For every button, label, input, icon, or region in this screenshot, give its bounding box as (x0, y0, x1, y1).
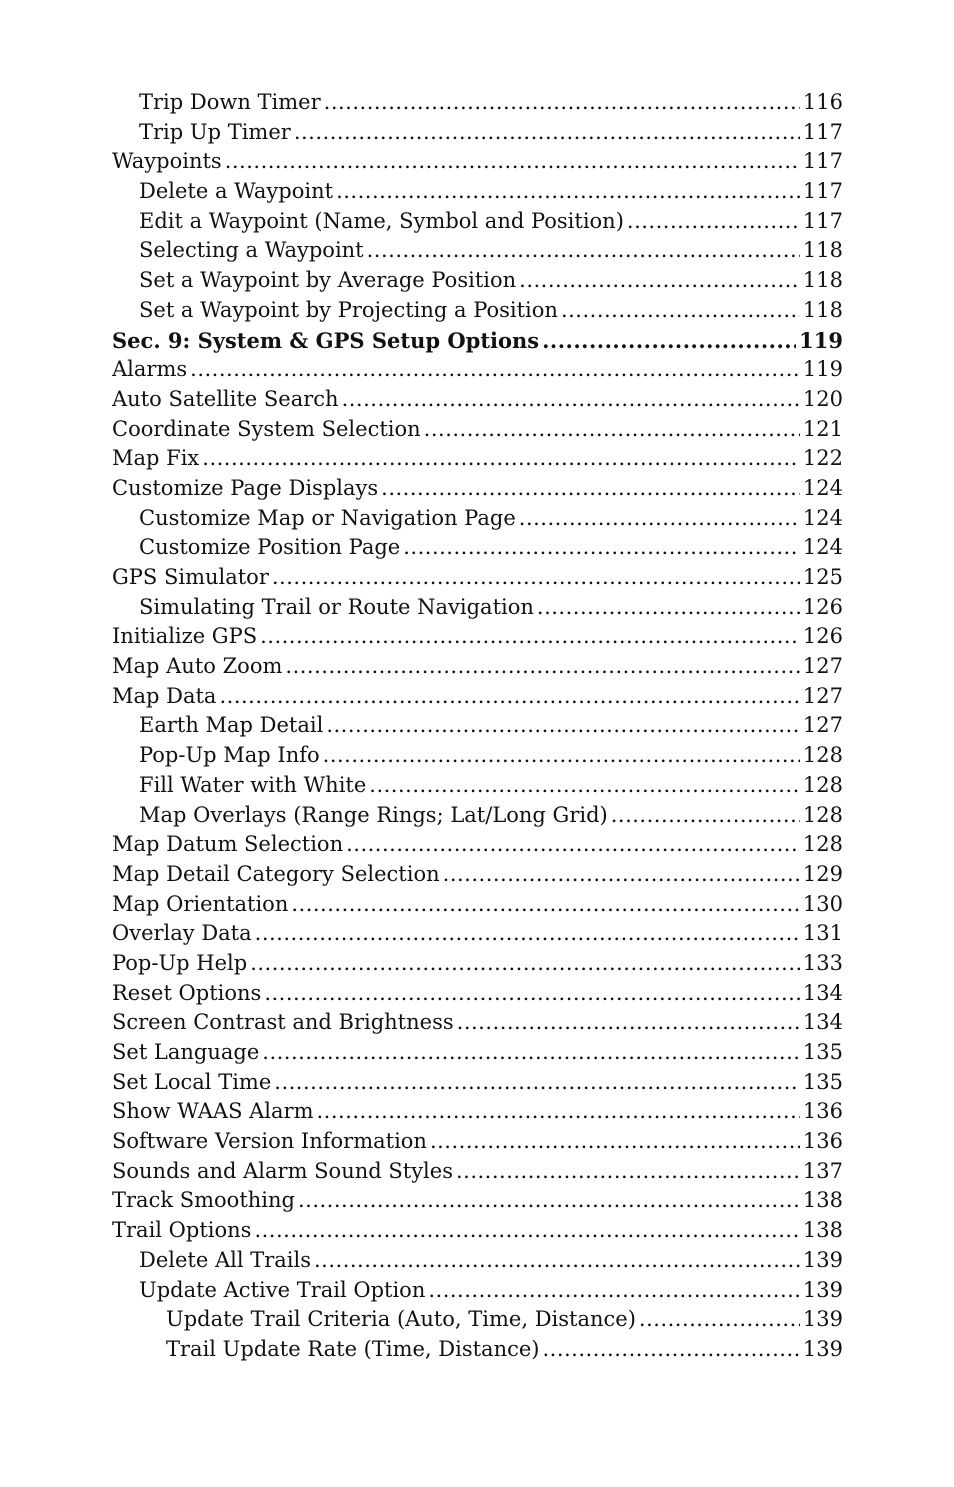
dot-leader (627, 207, 800, 237)
toc-page-number: 117 (802, 179, 843, 204)
dot-leader (428, 1276, 800, 1306)
toc-entry-title: Sounds and Alarm Sound Styles (112, 1158, 453, 1183)
toc-entry[interactable] (112, 1305, 843, 1335)
toc-entry[interactable] (112, 682, 843, 712)
toc-entry-title: Update Active Trail Option (139, 1277, 426, 1302)
toc-entry[interactable] (112, 1216, 843, 1246)
toc-entry-title: Delete All Trails (139, 1247, 311, 1272)
dot-leader (457, 1008, 800, 1038)
dot-leader (255, 919, 800, 949)
toc-entry[interactable] (112, 1186, 843, 1216)
toc-page-number: 135 (802, 1040, 843, 1064)
toc-page-number: 135 (802, 1069, 843, 1094)
toc-page-number: 125 (802, 565, 843, 589)
toc-entry[interactable] (112, 1335, 843, 1365)
toc-entry-title: Update Trail Criteria (Auto, Time, Distance) (166, 1307, 636, 1332)
toc-entry-title: GPS Simulator (112, 565, 269, 589)
toc-entry[interactable] (112, 118, 843, 148)
toc-page-number: 136 (802, 1129, 843, 1154)
dot-leader (403, 533, 800, 563)
dot-leader (561, 296, 800, 326)
dot-leader (294, 118, 800, 148)
dot-leader (264, 979, 800, 1009)
dot-leader (342, 385, 800, 415)
toc-entry-title: Set a Waypoint by Projecting a Position (139, 297, 558, 322)
toc-entry[interactable] (112, 415, 843, 445)
toc-page-number: 139 (802, 1247, 843, 1272)
toc-entry-title: Edit a Waypoint (Name, Symbol and Position) (139, 208, 624, 233)
toc-entry[interactable] (112, 296, 843, 326)
dot-leader (285, 652, 800, 682)
toc-page-number: 124 (802, 535, 843, 560)
toc-page-number: 122 (802, 446, 843, 471)
dot-leader (326, 711, 800, 741)
toc-page-number: 134 (802, 980, 843, 1005)
toc-page-number: 117 (802, 208, 843, 233)
toc-entry-title: Customize Page Displays (112, 475, 379, 500)
toc-entry-title: Map Orientation (112, 891, 289, 916)
toc-entry-title: Map Datum Selection (112, 832, 344, 857)
toc-page-number: 119 (802, 357, 843, 382)
toc-page-number: 130 (802, 891, 843, 916)
dot-leader (298, 1186, 800, 1216)
toc-entry-title: Map Detail Category Selection (112, 861, 440, 886)
dot-leader (369, 771, 800, 801)
toc-entry-title: Map Fix (112, 446, 200, 471)
toc-page-number: 128 (802, 772, 843, 797)
toc-entry[interactable] (112, 504, 843, 534)
toc-entry-title: Alarms (112, 357, 188, 382)
toc-entry-title: Map Auto Zoom (112, 654, 283, 679)
toc-entry[interactable] (112, 563, 843, 593)
dot-leader (254, 1216, 799, 1246)
dot-leader (272, 563, 800, 593)
toc-entry[interactable] (112, 771, 843, 801)
toc-page-number: 126 (802, 594, 843, 619)
toc-entry[interactable] (112, 1157, 843, 1187)
toc-entry[interactable] (112, 919, 843, 949)
toc-entry[interactable] (112, 533, 843, 563)
toc-page-number: 121 (802, 416, 843, 441)
dot-leader (519, 504, 800, 534)
toc-page-number: 118 (802, 297, 843, 322)
dot-leader (225, 147, 800, 177)
toc-entry-title: Customize Map or Navigation Page (139, 505, 516, 530)
toc-entry[interactable] (112, 890, 843, 920)
toc-entry-title: Selecting a Waypoint (139, 238, 364, 263)
dot-leader (381, 474, 800, 504)
toc-entry-title: Map Data (112, 683, 217, 708)
toc-entry-title: Trail Update Rate (Time, Distance) (166, 1336, 540, 1361)
toc-entry[interactable] (112, 830, 843, 860)
toc-page-number: 116 (802, 90, 843, 114)
toc-entry[interactable] (112, 801, 843, 831)
toc-page-number: 137 (802, 1158, 843, 1183)
toc-entry-title: Map Overlays (Range Rings; Lat/Long Grid) (139, 802, 608, 827)
toc-page-number: 127 (802, 683, 843, 708)
toc-entry[interactable] (112, 593, 843, 623)
toc-entry-title: Coordinate System Selection (112, 416, 421, 441)
toc-entry[interactable] (112, 979, 843, 1009)
toc-entry[interactable] (112, 474, 843, 504)
toc-entry-title: Customize Position Page (139, 535, 401, 560)
toc-entry-title: Trail Options (112, 1218, 252, 1243)
toc-page-number: 129 (802, 861, 843, 886)
toc-entry[interactable] (112, 1068, 843, 1098)
dot-leader (537, 593, 800, 623)
toc-page-number: 138 (802, 1218, 843, 1243)
dot-leader (323, 741, 800, 771)
toc-entry-title: Show WAAS Alarm (112, 1099, 314, 1124)
toc-page-number: 134 (802, 1010, 843, 1035)
toc-entry-title: Initialize GPS (112, 624, 258, 649)
toc-entry[interactable] (112, 1097, 843, 1127)
toc-entry-title: Earth Map Detail (139, 713, 324, 738)
dot-leader (250, 949, 800, 979)
toc-entry-title: Set Language (112, 1040, 260, 1064)
dot-leader (443, 860, 800, 890)
toc-entry-title: Fill Water with White (139, 772, 367, 797)
dot-leader (262, 1038, 800, 1068)
dot-leader (430, 1127, 800, 1157)
dot-leader (219, 682, 799, 712)
toc-page-number: 136 (802, 1099, 843, 1124)
toc-page-number: 120 (802, 386, 843, 411)
toc-entry[interactable] (112, 266, 843, 296)
toc-page-number: 126 (802, 624, 843, 649)
toc-entry[interactable] (112, 1008, 843, 1038)
dot-leader (324, 88, 800, 118)
toc-entry[interactable] (112, 711, 843, 741)
toc-page-number: 124 (802, 505, 843, 530)
toc-page-number: 127 (802, 713, 843, 738)
dot-leader (542, 1335, 799, 1365)
toc-page-number: 128 (802, 832, 843, 857)
toc-entry[interactable] (112, 652, 843, 682)
toc-entry[interactable] (112, 622, 843, 652)
toc-entry[interactable] (112, 207, 843, 237)
dot-leader (611, 801, 800, 831)
toc-page-number: 118 (802, 238, 843, 263)
toc-entry[interactable] (112, 444, 843, 474)
toc-page-number: 131 (802, 921, 843, 946)
toc-entry[interactable] (112, 1276, 843, 1306)
toc-page-number: 117 (802, 149, 843, 174)
dot-leader (314, 1246, 800, 1276)
toc-entry[interactable] (112, 177, 843, 207)
toc-page-number: 128 (802, 743, 843, 768)
table-of-contents (112, 88, 843, 1365)
toc-entry-title: Waypoints (112, 149, 222, 174)
toc-page-number: 133 (802, 950, 843, 975)
dot-leader (260, 622, 800, 652)
toc-page-number: 139 (802, 1277, 843, 1302)
toc-section-heading[interactable] (112, 326, 843, 356)
dot-leader (639, 1305, 800, 1335)
toc-page-number: 128 (802, 802, 843, 827)
toc-entry[interactable] (112, 385, 843, 415)
dot-leader (424, 415, 800, 445)
toc-entry-title: Trip Up Timer (139, 119, 291, 144)
toc-entry[interactable] (112, 1246, 843, 1276)
toc-entry[interactable] (112, 355, 843, 385)
toc-entry[interactable] (112, 236, 843, 266)
toc-entry-title: Set Local Time (112, 1069, 272, 1094)
toc-entry-title: Overlay Data (112, 921, 252, 946)
toc-entry-title: Delete a Waypoint (139, 179, 334, 204)
toc-page-number: 124 (802, 475, 843, 500)
dot-leader (190, 355, 800, 385)
toc-entry-title: Simulating Trail or Route Navigation (139, 594, 534, 619)
dot-leader (291, 890, 800, 920)
toc-entry[interactable] (112, 949, 843, 979)
dot-leader (274, 1068, 800, 1098)
toc-page-number: 117 (802, 119, 843, 144)
toc-entry-title: Auto Satellite Search (112, 386, 339, 411)
dot-leader (336, 177, 800, 207)
toc-entry-title: Screen Contrast and Brightness (112, 1010, 454, 1035)
toc-page-number: 139 (802, 1336, 843, 1361)
toc-entry[interactable] (112, 741, 843, 771)
toc-entry-title: Sec. 9: System & GPS Setup Options (112, 327, 540, 353)
dot-leader (542, 326, 796, 356)
toc-page-number: 139 (802, 1307, 843, 1332)
toc-page-number: 138 (802, 1188, 843, 1213)
dot-leader (202, 444, 800, 474)
toc-page-number: 118 (802, 268, 843, 293)
toc-entry[interactable] (112, 147, 843, 177)
toc-entry-title: Pop-Up Help (112, 950, 248, 975)
toc-page-number: 127 (802, 654, 843, 679)
dot-leader (317, 1097, 800, 1127)
toc-entry-title: Set a Waypoint by Average Position (139, 268, 517, 293)
toc-entry-title: Software Version Information (112, 1129, 427, 1154)
toc-entry-title: Track Smoothing (112, 1188, 295, 1213)
dot-leader (519, 266, 800, 296)
toc-entry[interactable] (112, 860, 843, 890)
toc-entry[interactable] (112, 1127, 843, 1157)
toc-page-number: 119 (799, 327, 843, 353)
toc-entry-title: Trip Down Timer (139, 90, 321, 114)
dot-leader (367, 236, 800, 266)
toc-entry[interactable] (112, 88, 843, 118)
dot-leader (346, 830, 800, 860)
dot-leader (456, 1157, 800, 1187)
toc-entry-title: Pop-Up Map Info (139, 743, 320, 768)
toc-entry-title: Reset Options (112, 980, 262, 1005)
toc-entry[interactable] (112, 1038, 843, 1068)
